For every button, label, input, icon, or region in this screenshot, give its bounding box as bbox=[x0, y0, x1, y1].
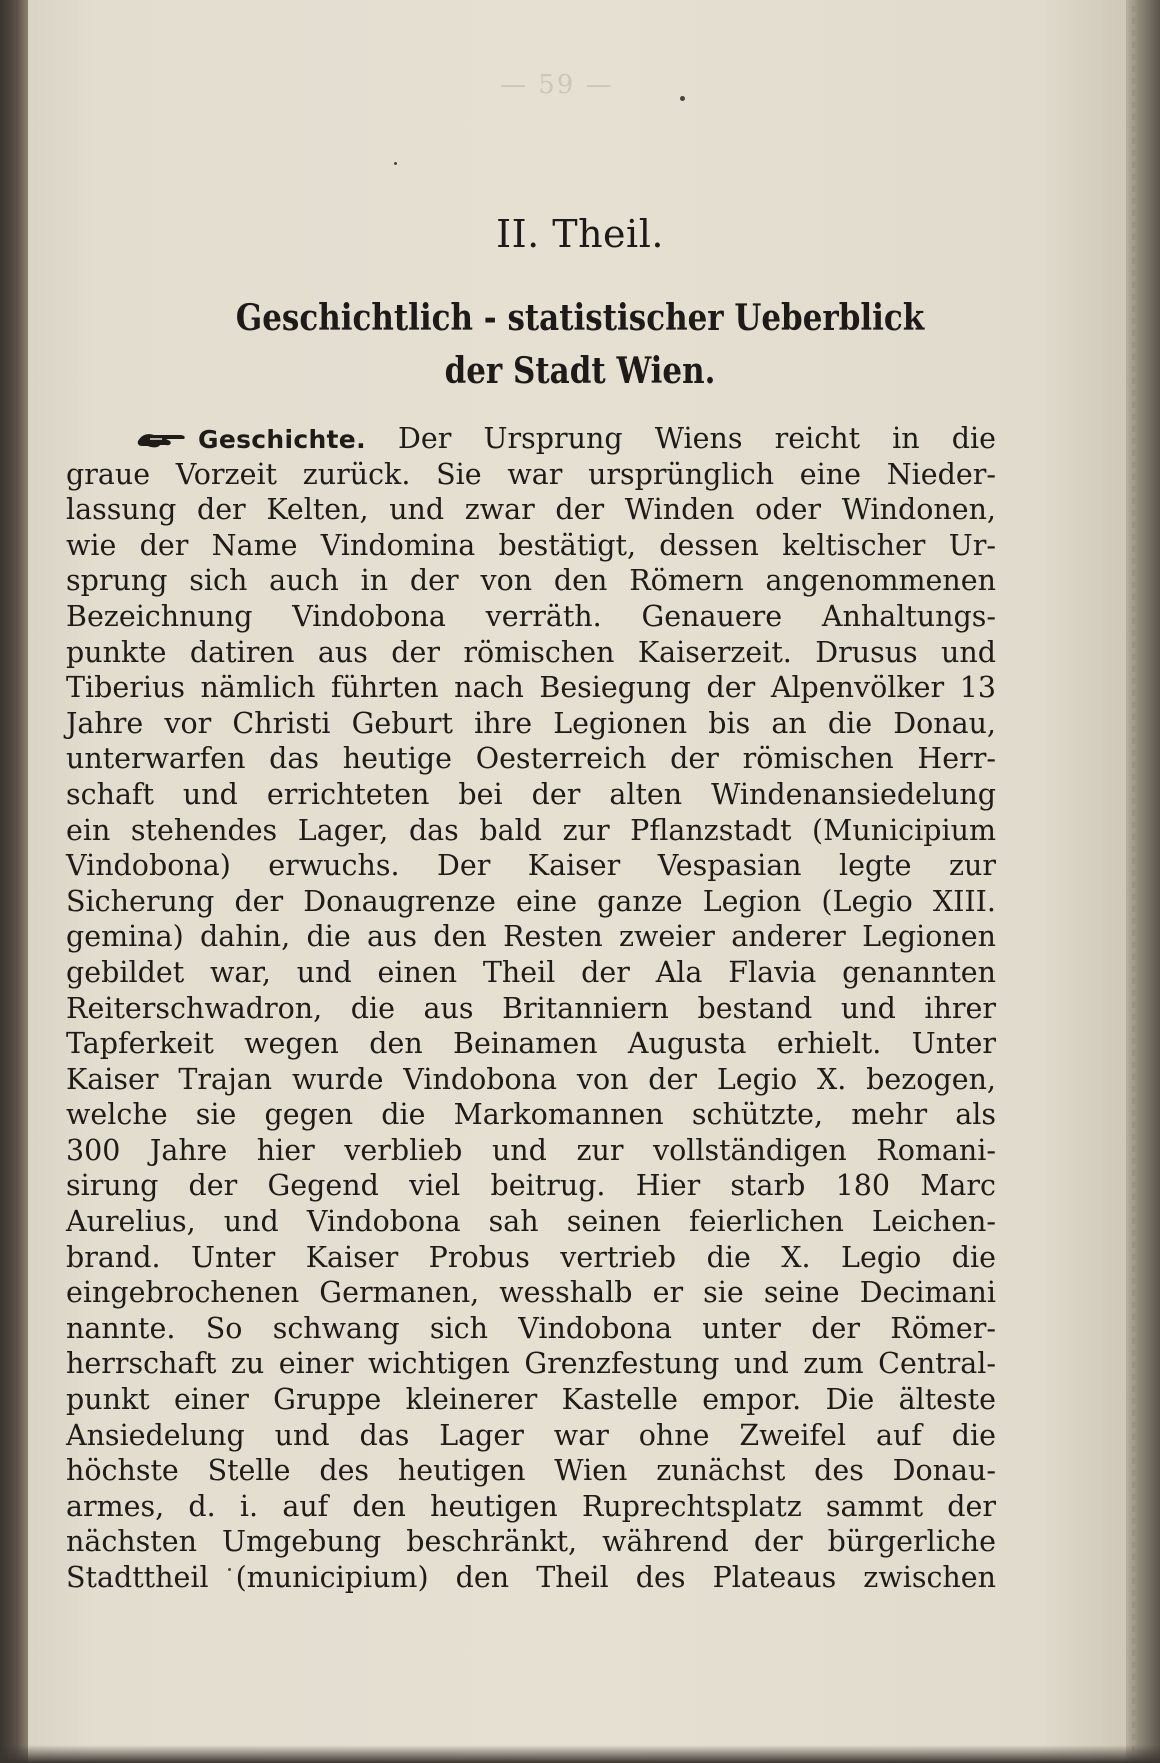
text-line-13: Vindobona) erwuchs. Der Kaiser Vespasian legte zur bbox=[66, 849, 996, 883]
text-line-16: gebildet war, und einen Theil der Ala Flavia genannten bbox=[66, 955, 996, 989]
part-heading: II. Theil. bbox=[496, 212, 664, 256]
text-line-29: Ansiedelung und das Lager war ohne Zweifel auf die bbox=[66, 1418, 996, 1452]
text-line-8: Tiberius nämlich führten nach Besiegung der Alpenvölker 13 bbox=[66, 671, 996, 705]
text-line-31: armes, d. i. auf den heutigen Ruprechtsplatz sammt der bbox=[66, 1489, 996, 1523]
text-line-20: welche sie gegen die Markomannen schützte, mehr als bbox=[66, 1098, 996, 1132]
text-line-7: punkte datiren aus der römischen Kaiserzeit. Drusus und bbox=[66, 635, 996, 669]
text-line-18: Tapferkeit wegen den Beinamen Augusta erhielt. Unter bbox=[66, 1027, 996, 1061]
section-label: Geschichte. bbox=[198, 425, 366, 454]
line-text: Der Ursprung Wiens reicht in die bbox=[398, 422, 996, 455]
text-line-21: 300 Jahre hier verblieb und zur vollständigen Romani- bbox=[66, 1133, 996, 1167]
text-line-4: wie der Name Vindomina bestätigt, dessen keltischer Ur- bbox=[66, 528, 996, 562]
text-line-6: Bezeichnung Vindobona verräth. Genauere Anhaltungs- bbox=[66, 599, 996, 633]
text-line-22: sirung der Gegend viel beitrug. Hier starb 180 Marc bbox=[66, 1169, 996, 1203]
text-line-15: gemina) dahin, die aus den Resten zweier anderer Legionen bbox=[66, 920, 996, 954]
pointing-hand-icon bbox=[136, 423, 188, 445]
text-line-3: lassung der Kelten, und zwar der Winden oder Windonen, bbox=[66, 493, 996, 527]
text-line-30: höchste Stelle des heutigen Wien zunächst des Donau- bbox=[66, 1454, 996, 1488]
text-line-28: punkt einer Gruppe kleinerer Kastelle empor. Die älteste bbox=[66, 1383, 996, 1417]
text-line-2: graue Vorzeit zurück. Sie war ursprünglich eine Nieder- bbox=[66, 457, 996, 491]
chapter-title-line-1: Geschichtlich - statistischer Ueberblick bbox=[235, 297, 925, 339]
text-line-25: eingebrochenen Germanen, wesshalb er sie seine Decimani bbox=[66, 1276, 996, 1310]
text-line-27: herrschaft zu einer wichtigen Grenzfestung und zum Central- bbox=[66, 1347, 996, 1381]
text-line-24: brand. Unter Kaiser Probus vertrieb die X. Legio die bbox=[66, 1240, 996, 1274]
text-line-12: ein stehendes Lager, das bald zur Pflanzstadt (Municipium bbox=[66, 813, 996, 847]
text-line-14: Sicherung der Donaugrenze eine ganze Legion (Legio XIII. bbox=[66, 884, 996, 918]
text-line-26: nannte. So schwang sich Vindobona unter der Römer- bbox=[66, 1311, 996, 1345]
text-line-11: schaft und errichteten bei der alten Windenansiedelung bbox=[66, 777, 996, 811]
text-line-17: Reiterschwadron, die aus Britanniern bestand und ihrer bbox=[66, 991, 996, 1025]
text-line-1 bbox=[66, 421, 996, 457]
text-line-32: nächsten Umgebung beschränkt, während der bürgerliche bbox=[66, 1525, 996, 1559]
body-paragraph bbox=[66, 421, 996, 1596]
text-line-9: Jahre vor Christi Geburt ihre Legionen bis an die Donau, bbox=[66, 706, 996, 740]
chapter-title-line-2: der Stadt Wien. bbox=[444, 350, 716, 392]
text-line-10: unterwarfen das heutige Oesterreich der römischen Herr- bbox=[66, 742, 996, 776]
text-line-19: Kaiser Trajan wurde Vindobona von der Legio X. bezogen, bbox=[66, 1062, 996, 1096]
text-line-23: Aurelius, und Vindobona sah seinen feierlichen Leichen- bbox=[66, 1205, 996, 1239]
bleed-through-page-number: — 59 — bbox=[500, 70, 614, 100]
page-bottom-shadow bbox=[0, 1745, 1160, 1763]
text-line-5: sprung sich auch in der von den Römern angenommenen bbox=[66, 564, 996, 598]
text-line-33: Stadttheil (municipium) den Theil des Plateaus zwischen bbox=[66, 1561, 996, 1594]
